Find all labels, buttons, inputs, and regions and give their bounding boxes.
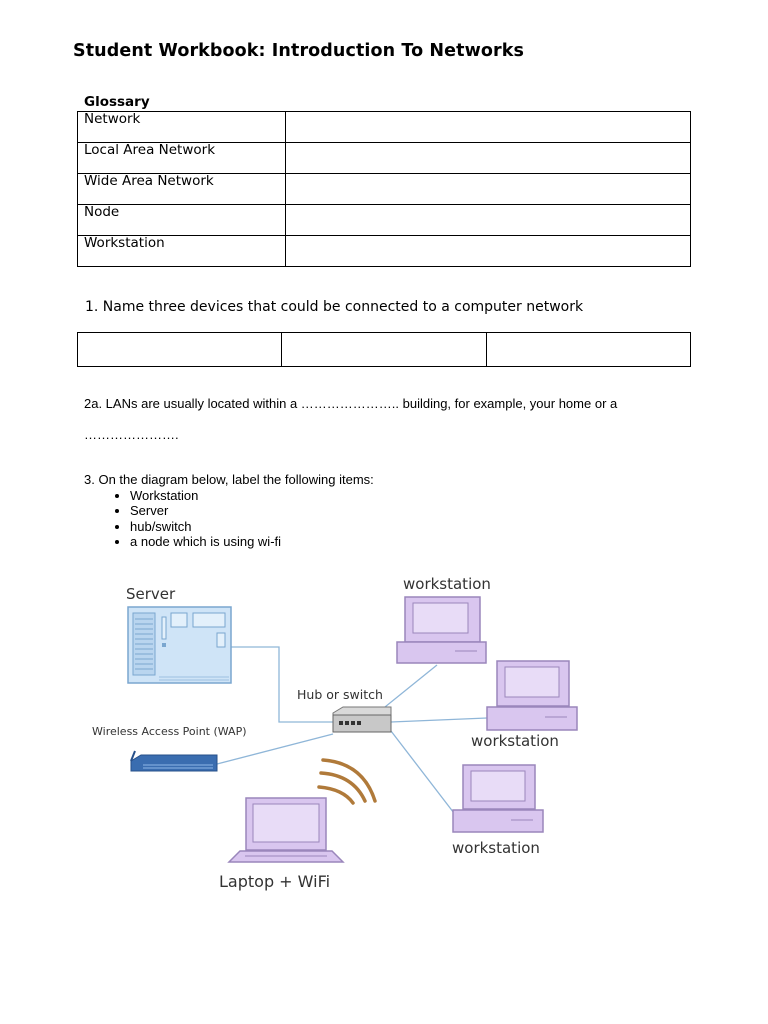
label-items-list [84,488,281,549]
link-hub-wap [217,734,333,764]
link-hub-workstation-bottom [391,731,457,817]
glossary-row [78,143,691,174]
workstation-icon [397,597,486,663]
wap-label: Wireless Access Point (WAP) [92,725,247,738]
network-diagram [85,565,595,900]
laptop-icon [229,798,343,862]
glossary-definition-cell[interactable] [286,236,691,267]
workstation-label-right: workstation [471,732,559,750]
question-1: 1. Name three devices that could be connected to a computer network [85,299,584,315]
question-2a-line1: 2a. LANs are usually located within a ………………….. building, for example, your home or a [84,396,618,411]
glossary-definition-cell[interactable] [286,205,691,236]
link-server-hub [231,647,333,722]
hub-switch-icon [333,707,391,732]
glossary-term: Network [78,112,286,143]
glossary-term: Local Area Network [78,143,286,174]
device-answer-cell[interactable] [78,333,282,367]
list-item: • Workstation [130,488,281,503]
wifi-signal-icon [319,760,375,803]
glossary-table [77,111,691,267]
laptop-label: Laptop + WiFi [219,872,331,891]
glossary-definition-cell[interactable] [286,174,691,205]
glossary-row [78,174,691,205]
server-label: Server [126,585,176,603]
workstation-label-top: workstation [403,575,491,593]
list-item: • hub/switch [130,519,281,534]
hub-switch-label: Hub or switch [297,687,383,702]
link-hub-workstation-right [391,718,487,722]
glossary-row [78,112,691,143]
wireless-access-point-icon [131,751,217,771]
glossary-definition-cell[interactable] [286,112,691,143]
document-title: Student Workbook: Introduction To Networks [73,41,524,61]
devices-answer-table [77,332,691,367]
glossary-row [78,205,691,236]
device-answer-cell[interactable] [486,333,690,367]
workstation-icon [453,765,543,832]
glossary-term: Node [78,205,286,236]
workstation-icon [487,661,577,730]
glossary-row [78,236,691,267]
glossary-term: Workstation [78,236,286,267]
glossary-definition-cell[interactable] [286,143,691,174]
device-answer-cell[interactable] [282,333,486,367]
question-2a-line2: …………………. [84,427,179,442]
workstation-label-bottom: workstation [452,839,540,857]
devices-answer-row [78,333,691,367]
server-icon [128,607,231,683]
list-item: • Server [130,503,281,518]
list-item: • a node which is using wi-fi [130,534,281,549]
question-3-prompt: 3. On the diagram below, label the following items: [84,472,374,487]
glossary-heading: Glossary [84,94,150,110]
glossary-term: Wide Area Network [78,174,286,205]
